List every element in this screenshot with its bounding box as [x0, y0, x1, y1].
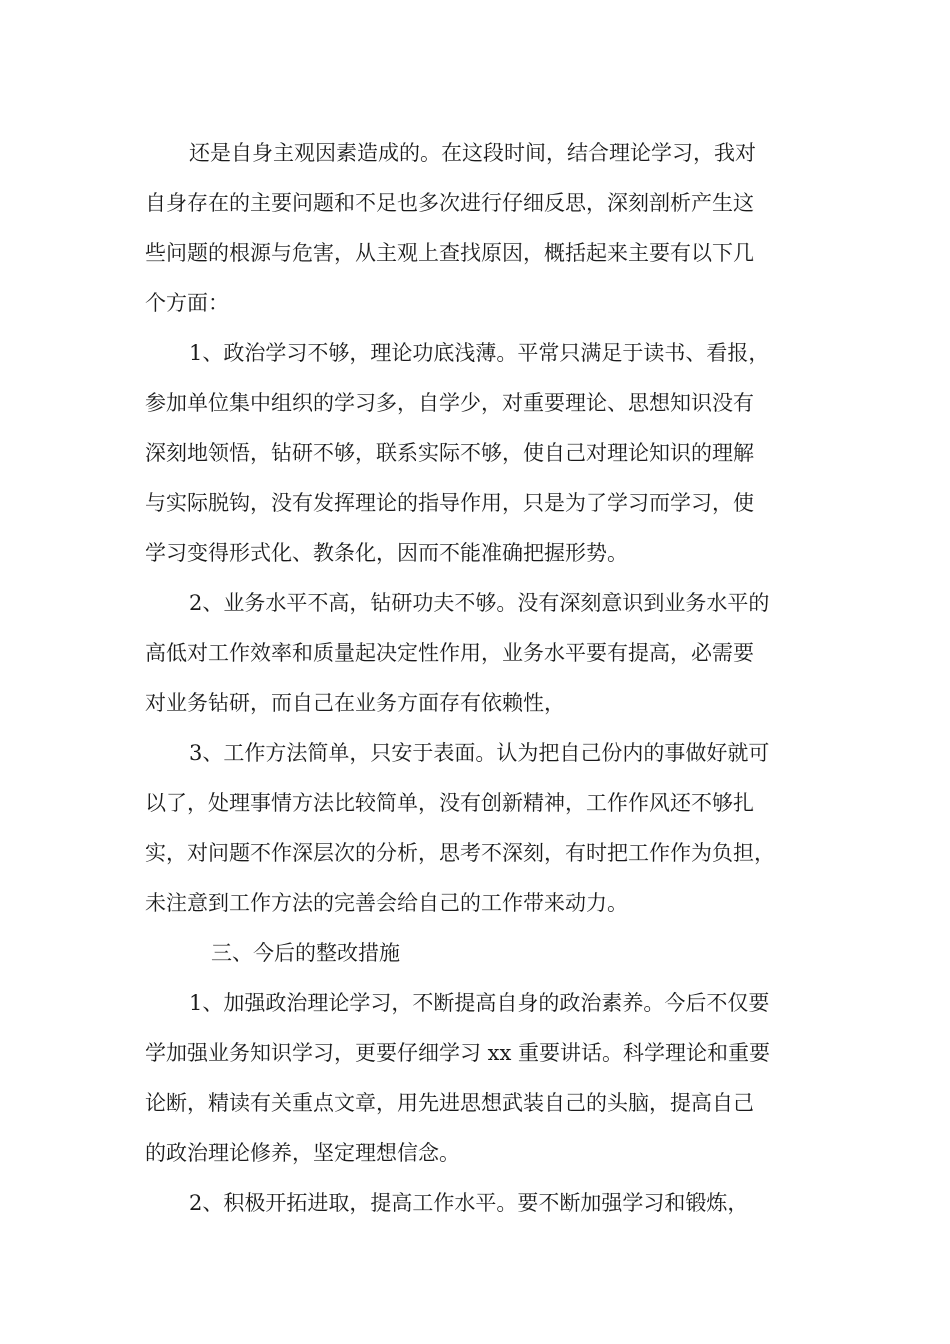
paragraph-line: 高低对工作效率和质量起决定性作用，业务水平要有提高，必需要	[145, 641, 754, 665]
paragraph-line: 还是自身主观因素造成的。在这段时间，结合理论学习，我对	[189, 141, 756, 165]
paragraph-line: 对业务钻研，而自己在业务方面存有依赖性，	[145, 691, 565, 715]
paragraph-line: 学加强业务知识学习，更要仔细学习 xx 重要讲话。科学理论和重要	[145, 1041, 771, 1065]
paragraph-line: 2、积极开拓进取，提高工作水平。要不断加强学习和锻炼，	[189, 1191, 749, 1215]
paragraph-line: 深刻地领悟，钻研不够，联系实际不够，使自己对理论知识的理解	[145, 441, 754, 465]
paragraph-line: 未注意到工作方法的完善会给自己的工作带来动力。	[145, 891, 628, 915]
paragraph-line: 自身存在的主要问题和不足也多次进行仔细反思，深刻剖析产生这	[145, 191, 754, 215]
paragraph-line: 2、业务水平不高，钻研功夫不够。没有深刻意识到业务水平的	[189, 591, 770, 615]
paragraph-line: 参加单位集中组织的学习多，自学少，对重要理论、思想知识没有	[145, 391, 754, 415]
paragraph-line: 1、政治学习不够，理论功底浅薄。平常只满足于读书、看报，	[189, 341, 770, 365]
paragraph-line: 学习变得形式化、教条化，因而不能准确把握形势。	[145, 541, 628, 565]
paragraph-line: 个方面：	[145, 291, 229, 315]
paragraph-line: 3、工作方法简单，只安于表面。认为把自己份内的事做好就可	[189, 741, 770, 765]
document-body	[145, 128, 825, 1228]
paragraph-line: 的政治理论修养，坚定理想信念。	[145, 1141, 460, 1165]
paragraph-line: 实，对问题不作深层次的分析，思考不深刻，有时把工作作为负担，	[145, 841, 775, 865]
paragraph-line: 论断，精读有关重点文章，用先进思想武装自己的头脑，提高自己	[145, 1091, 754, 1115]
paragraph-line: 以了，处理事情方法比较简单，没有创新精神，工作作风还不够扎	[145, 791, 754, 815]
paragraph-line: 些问题的根源与危害，从主观上查找原因，概括起来主要有以下几	[145, 241, 754, 265]
paragraph-line: 1、加强政治理论学习，不断提高自身的政治素养。今后不仅要	[189, 991, 770, 1015]
paragraph-line: 与实际脱钩，没有发挥理论的指导作用，只是为了学习而学习，使	[145, 491, 754, 515]
section-heading: 三、今后的整改措施	[211, 941, 400, 965]
